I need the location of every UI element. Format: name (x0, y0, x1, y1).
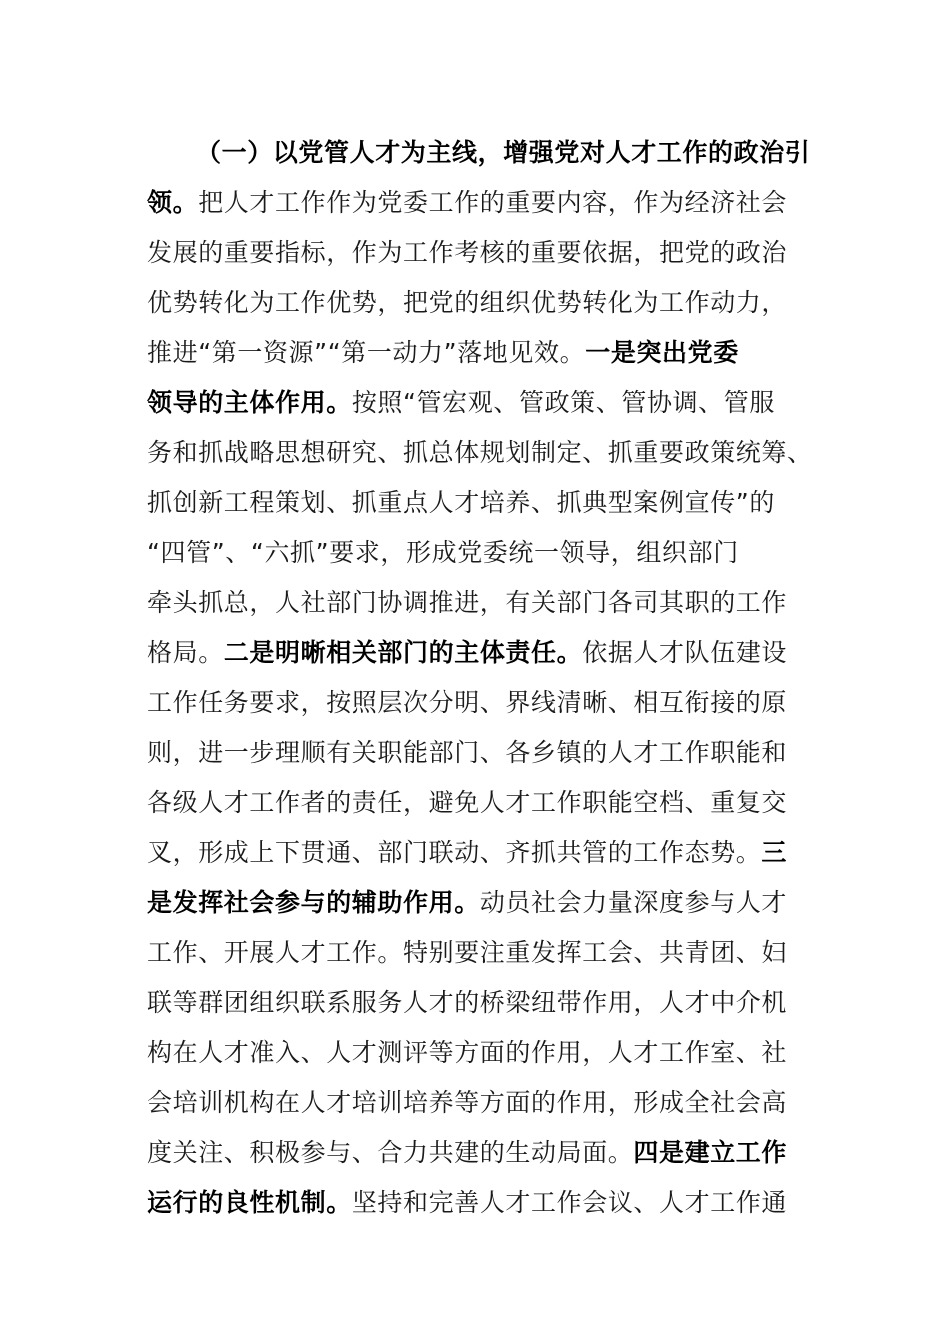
text-line (147, 1038, 787, 1068)
bold-text-run: 领导的主体作用。 (147, 388, 352, 417)
text-line (147, 738, 787, 768)
text-run: 各级人才工作者的责任，避免人才工作职能空档、重复交 (147, 788, 788, 817)
text-line (147, 288, 787, 318)
text-run: 优势转化为工作优势，把党的组织优势转化为工作动力， (147, 288, 788, 317)
bold-text-run: 领。 (147, 188, 199, 217)
text-run: 动员社会力量深度参与人才 (479, 888, 788, 917)
text-run: 工作、开展人才工作。特别要注重发挥工会、共青团、妇 (147, 938, 788, 967)
bold-text-run: （一）以党管人才为主线，增强党对人才工作的政治引 (196, 138, 811, 167)
text-line (147, 588, 787, 618)
text-line (147, 788, 787, 818)
text-run: 联等群团组织联系服务人才的桥梁纽带作用，人才中介机 (147, 988, 788, 1017)
text-line (147, 838, 787, 868)
text-run: 叉，形成上下贯通、部门联动、齐抓共管的工作态势。 (147, 838, 762, 867)
text-line (147, 188, 787, 218)
text-line (147, 488, 775, 518)
text-line (147, 438, 813, 468)
text-line (147, 688, 787, 718)
text-run: 会培训机构在人才培训培养等方面的作用，形成全社会高 (147, 1088, 788, 1117)
bold-text-run: 是发挥社会参与的辅助作用。 (147, 888, 480, 917)
text-run: 坚持和完善人才工作会议、人才工作通 (351, 1188, 788, 1217)
text-run: 依据人才队伍建设 (582, 638, 788, 667)
text-line (147, 988, 787, 1018)
bold-text-run: 一是突出党委 (585, 338, 739, 367)
text-line (147, 238, 787, 268)
text-run: 则，进一步理顺有关职能部门、各乡镇的人才工作职能和 (147, 738, 788, 767)
text-run: 按照“管宏观、管政策、管协调、管服 (351, 388, 775, 417)
text-line (147, 638, 787, 668)
text-run: 度关注、积极参与、合力共建的生动局面。 (147, 1138, 634, 1167)
text-line (147, 338, 739, 368)
text-run: 工作任务要求，按照层次分明、界线清晰、相互衔接的原 (147, 688, 788, 717)
text-run: 发展的重要指标，作为工作考核的重要依据，把党的政治 (147, 238, 788, 267)
text-run: “四管”、“六抓”要求，形成党委统一领导，组织部门 (147, 538, 739, 567)
bold-text-run: 四是建立工作 (633, 1138, 788, 1167)
text-line (147, 1138, 787, 1168)
text-line (147, 1188, 787, 1218)
text-run: 推进“第一资源”“第一动力”落地见效。 (147, 338, 586, 367)
text-line (147, 888, 787, 918)
text-run: 把人才工作作为党委工作的重要内容，作为经济社会 (198, 188, 788, 217)
text-line (147, 388, 775, 418)
text-line (147, 1088, 787, 1118)
text-line (147, 538, 739, 568)
text-run: 构在人才准入、人才测评等方面的作用，人才工作室、社 (147, 1038, 788, 1067)
text-run: 抓创新工程策划、抓重点人才培养、抓典型案例宣传”的 (147, 488, 775, 517)
text-run: 格局。 (147, 638, 224, 667)
text-run: 牵头抓总，人社部门协调推进，有关部门各司其职的工作 (147, 588, 788, 617)
text-line (196, 138, 810, 168)
text-line (147, 938, 787, 968)
bold-text-run: 运行的良性机制。 (147, 1188, 352, 1217)
bold-text-run: 三 (761, 838, 788, 867)
bold-text-run: 二是明晰相关部门的主体责任。 (223, 638, 583, 667)
text-run: 务和抓战略思想研究、抓总体规划制定、抓重要政策统筹、 (147, 438, 813, 467)
